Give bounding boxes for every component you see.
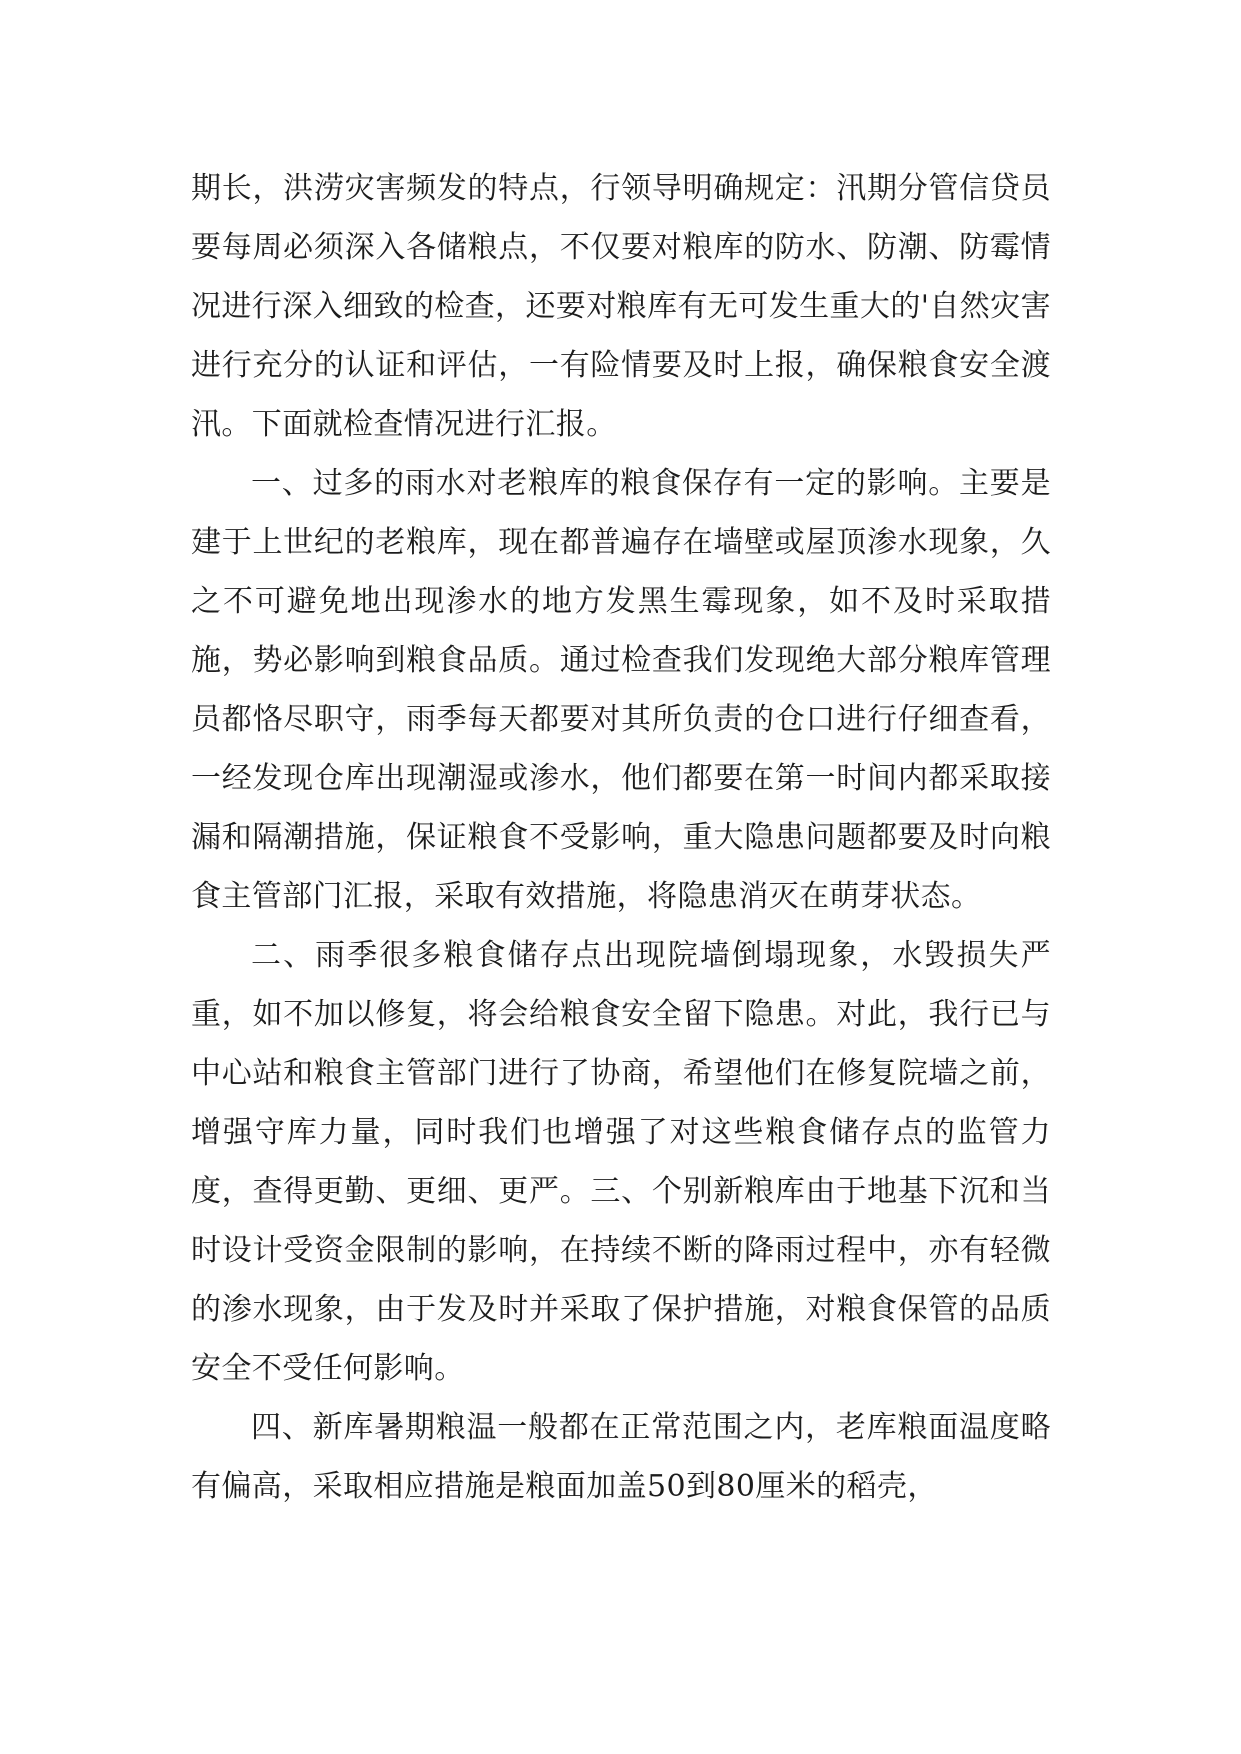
document-body	[191, 159, 1051, 1516]
paragraph-section-two-three: 二、雨季很多粮食储存点出现院墙倒塌现象，水毁损失严重，如不加以修复，将会给粮食安全留下隐患。对此，我行已与中心站和粮食主管部门进行了协商，希望他们在修复院墙之前，增强守库力量，同时我们也增强了对这些粮食储存点的监管力度，查得更勤、更细、更严。三、个别新粮库由于地基下沉和当时设计受资金限制的影响，在持续不断的降雨过程中，亦有轻微的渗水现象，由于发及时并采取了保护措施，对粮食保管的品质安全不受任何影响。	[191, 938, 1051, 1386]
paragraph-section-one: 一、过多的雨水对老粮库的粮食保存有一定的影响。主要是建于上世纪的老粮库，现在都普遍存在墙壁或屋顶渗水现象，久之不可避免地出现渗水的地方发黑生霉现象，如不及时采取措施，势必影响到粮食品质。通过检查我们发现绝大部分粮库管理员都恪尽职守，雨季每天都要对其所负责的仓口进行仔细查看，一经发现仓库出现潮湿或渗水，他们都要在第一时间内都采取接漏和隔潮措施，保证粮食不受影响，重大隐患问题都要及时向粮食主管部门汇报，采取有效措施，将隐患消灭在萌芽状态。	[191, 466, 1051, 914]
paragraph-continuation: 期长，洪涝灾害频发的特点，行领导明确规定：汛期分管信贷员要每周必须深入各储粮点，不仅要对粮库的防水、防潮、防霉情况进行深入细致的检查，还要对粮库有无可发生重大的'自然灾害进行充分的认证和评估，一有险情要及时上报，确保粮食安全渡汛。下面就检查情况进行汇报。	[191, 171, 1051, 442]
paragraph-section-four: 四、新库暑期粮温一般都在正常范围之内，老库粮面温度略有偏高，采取相应措施是粮面加盖50到80厘米的稻壳，	[191, 1410, 1051, 1504]
